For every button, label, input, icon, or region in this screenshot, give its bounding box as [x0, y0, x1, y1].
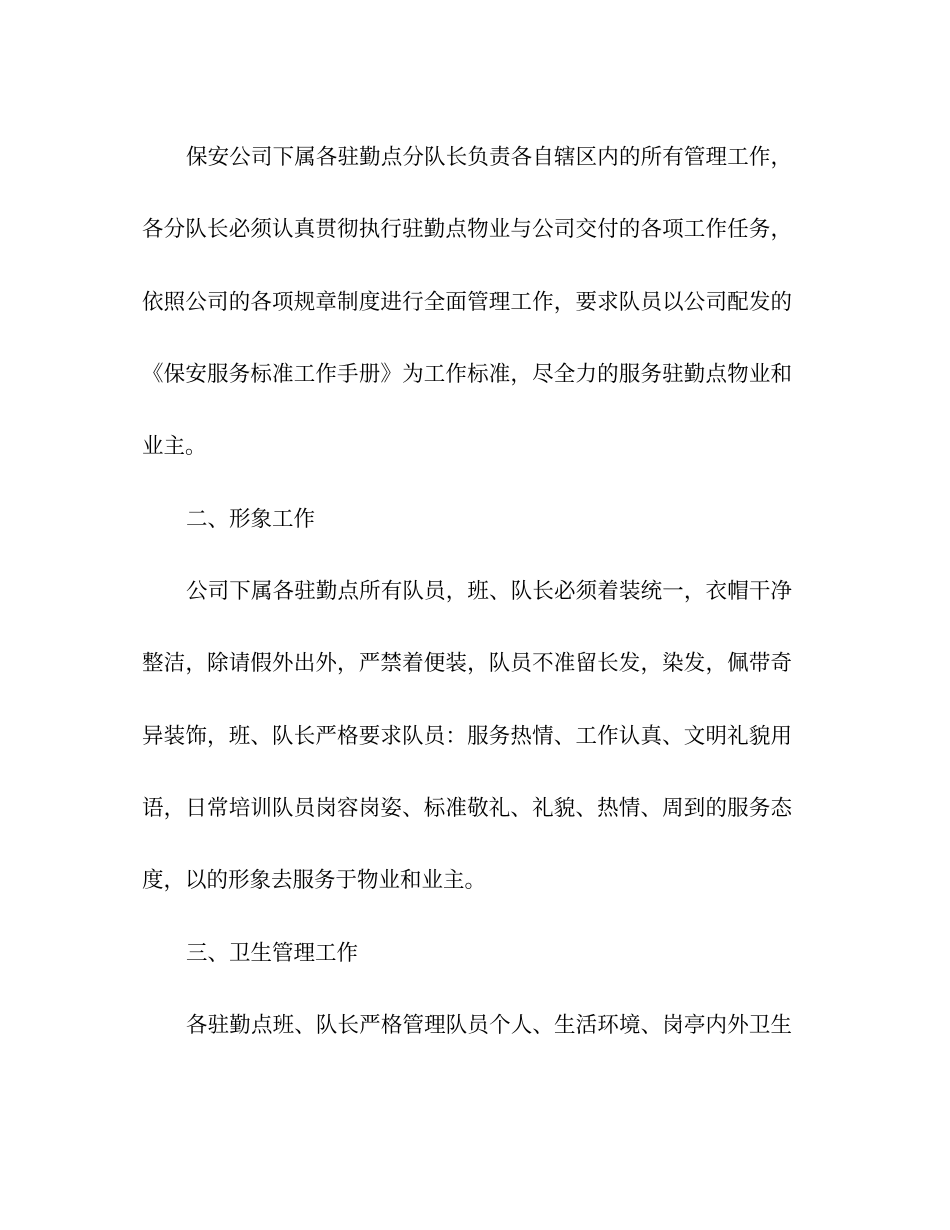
- paragraph-1-line-4: 《保安服务标准工作手册》为工作标准，尽全力的服务驻勤点物业和: [142, 362, 792, 387]
- paragraph-2-line-2: 整洁，除请假外出外，严禁着便装，队员不准留长发，染发，佩带奇: [142, 651, 792, 676]
- paragraph-2-line-4: 语，日常培训队员岗容岗姿、标准敬礼、礼貌、热情、周到的服务态: [142, 796, 792, 821]
- paragraph-1-line-5: 业主。: [142, 434, 207, 459]
- paragraph-1-line-2: 各分队长必须认真贯彻执行驻勤点物业与公司交付的各项工作任务，: [142, 217, 792, 242]
- paragraph-2-line-3: 异装饰，班、队长严格要求队员：服务热情、工作认真、文明礼貌用: [142, 724, 792, 749]
- section-heading-hygiene-work: 三、卫生管理工作: [186, 941, 359, 966]
- paragraph-1-line-1: 保安公司下属各驻勤点分队长负责各自辖区内的所有管理工作，: [186, 145, 792, 170]
- paragraph-3-line-1: 各驻勤点班、队长严格管理队员个人、生活环境、岗亭内外卫生: [186, 1013, 792, 1038]
- paragraph-1-line-3: 依照公司的各项规章制度进行全面管理工作，要求队员以公司配发的: [142, 290, 792, 315]
- paragraph-2-line-1: 公司下属各驻勤点所有队员，班、队长必须着装统一，衣帽干净: [186, 579, 792, 604]
- paragraph-2-line-5: 度，以的形象去服务于物业和业主。: [142, 868, 487, 893]
- section-heading-image-work: 二、形象工作: [186, 507, 316, 532]
